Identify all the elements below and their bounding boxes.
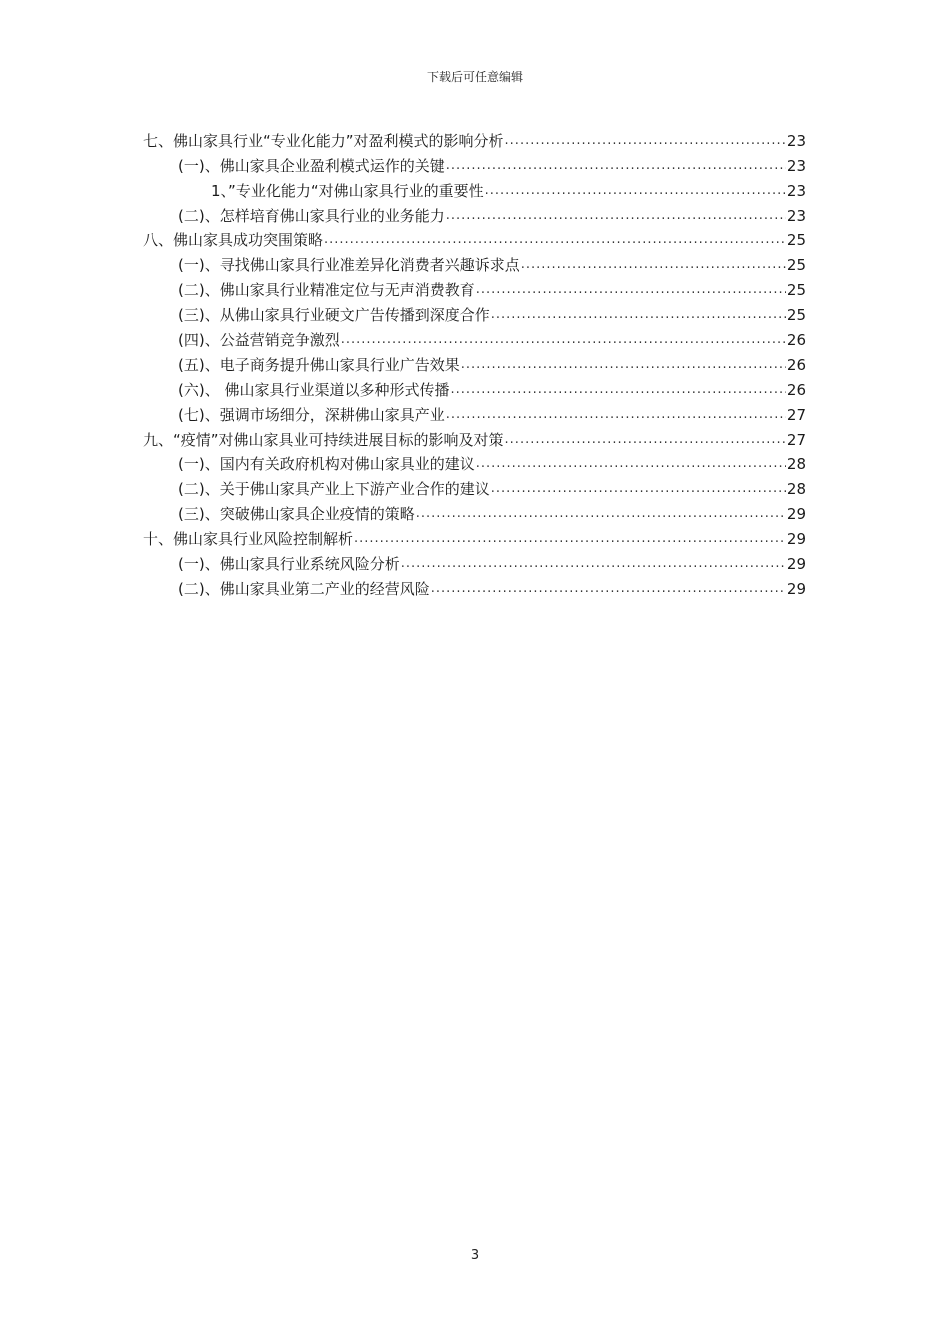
toc-entry-page: 23: [786, 131, 806, 150]
toc-entry-title: (二)、怎样培育佛山家具行业的业务能力: [178, 206, 445, 225]
toc-dot-leader: [505, 430, 786, 450]
toc-dot-leader: [446, 206, 786, 226]
toc-entry[interactable]: [143, 176, 806, 201]
toc-entry[interactable]: [143, 524, 806, 549]
toc-entry[interactable]: [143, 425, 806, 450]
toc-dot-leader: [485, 181, 786, 201]
toc-dot-leader: [476, 280, 786, 300]
toc-entry-page: 26: [786, 355, 806, 374]
toc-entry[interactable]: [143, 574, 806, 599]
toc-entry-page: 25: [786, 256, 806, 275]
toc-entry[interactable]: [143, 126, 806, 151]
toc-entry-page: 29: [786, 555, 806, 574]
toc-entry-title: (三)、突破佛山家具企业疫情的策略: [178, 505, 415, 524]
toc-dot-leader: [491, 479, 786, 499]
toc-entry-title: 八、佛山家具成功突围策略: [143, 231, 324, 250]
page-header: 下载后可任意编辑: [426, 70, 523, 84]
toc-entry[interactable]: [143, 549, 806, 574]
toc-entry-page: 29: [786, 579, 806, 598]
toc-entry-title: 七、佛山家具行业“专业化能力”对盈利模式的影响分析: [143, 131, 504, 150]
toc-entry-page: 23: [786, 206, 806, 225]
toc-entry[interactable]: [143, 375, 806, 400]
toc-dot-leader: [416, 504, 786, 524]
toc-dot-leader: [521, 255, 786, 275]
toc-entry[interactable]: [143, 300, 806, 325]
toc-dot-leader: [505, 131, 786, 151]
toc-entry-title: (二)、佛山家具业第二产业的经营风险: [178, 579, 430, 598]
toc-entry-title: (三)、从佛山家具行业硬文广告传播到深度合作: [178, 306, 490, 325]
toc-dot-leader: [461, 355, 786, 375]
toc-dot-leader: [324, 230, 786, 250]
toc-entry[interactable]: [143, 325, 806, 350]
toc-entry-page: 25: [786, 306, 806, 325]
toc-entry[interactable]: [143, 474, 806, 499]
toc-entry-title: (六)、 佛山家具行业渠道以多种形式传播: [178, 380, 450, 399]
toc-dot-leader: [450, 380, 785, 400]
toc-entry-page: 23: [786, 181, 806, 200]
toc-entry-page: 23: [786, 156, 806, 175]
toc-dot-leader: [341, 330, 786, 350]
toc-entry-title: 九、“疫情”对佛山家具业可持续进展目标的影响及对策: [143, 430, 504, 449]
toc-entry-title: (一)、寻找佛山家具行业准差异化消费者兴趣诉求点: [178, 256, 520, 275]
toc-entry[interactable]: [143, 250, 806, 275]
toc-entry[interactable]: [143, 275, 806, 300]
toc-entry-title: (二)、关于佛山家具产业上下游产业合作的建议: [178, 480, 490, 499]
toc-entry[interactable]: [143, 450, 806, 475]
toc-dot-leader: [476, 454, 786, 474]
toc-entry-title: (五)、电子商务提升佛山家具行业广告效果: [178, 355, 460, 374]
page-number: 3: [470, 1248, 480, 1263]
toc-entry[interactable]: [143, 226, 806, 251]
toc-entry-title: (一)、国内有关政府机构对佛山家具业的建议: [178, 455, 475, 474]
toc-entry-title: (二)、佛山家具行业精准定位与无声消费教育: [178, 281, 475, 300]
toc-dot-leader: [446, 156, 786, 176]
toc-entry-page: 28: [786, 480, 806, 499]
toc-entry-page: 25: [786, 231, 806, 250]
toc-entry-page: 26: [786, 331, 806, 350]
toc-dot-leader: [446, 405, 786, 425]
toc-entry[interactable]: [143, 201, 806, 226]
toc-entry-title: 1、”专业化能力“对佛山家具行业的重要性: [211, 181, 484, 200]
toc-entry[interactable]: [143, 350, 806, 375]
toc-entry-title: (四)、公益营销竞争激烈: [178, 331, 340, 350]
toc-dot-leader: [354, 529, 786, 549]
toc-entry-page: 28: [786, 455, 806, 474]
toc-entry[interactable]: [143, 400, 806, 425]
toc-entry[interactable]: [143, 499, 806, 524]
table-of-contents: [143, 126, 806, 599]
toc-entry-title: (一)、佛山家具企业盈利模式运作的关键: [178, 156, 445, 175]
toc-entry-page: 27: [786, 430, 806, 449]
toc-entry-page: 25: [786, 281, 806, 300]
toc-entry-title: (一)、佛山家具行业系统风险分析: [178, 555, 400, 574]
toc-entry-title: (七)、强调市场细分，深耕佛山家具产业: [178, 405, 445, 424]
toc-dot-leader: [431, 579, 786, 599]
toc-entry-page: 29: [786, 505, 806, 524]
toc-entry-page: 27: [786, 405, 806, 424]
toc-dot-leader: [401, 554, 786, 574]
toc-entry-page: 29: [786, 530, 806, 549]
toc-entry-page: 26: [786, 380, 806, 399]
toc-entry[interactable]: [143, 151, 806, 176]
toc-entry-title: 十、佛山家具行业风险控制解析: [143, 530, 354, 549]
toc-dot-leader: [491, 305, 786, 325]
